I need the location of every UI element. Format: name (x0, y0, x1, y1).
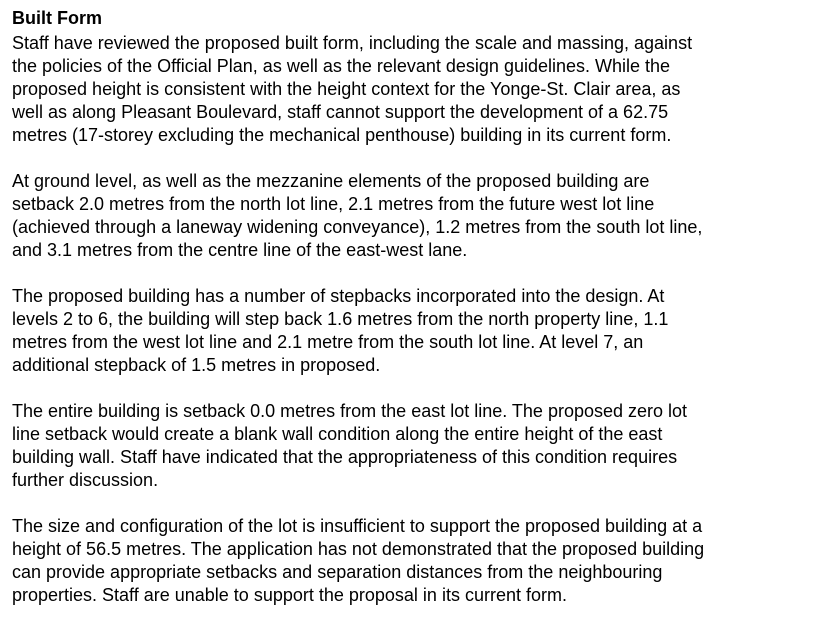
paragraph-container (12, 32, 812, 607)
paragraph-line: and 3.1 metres from the centre line of the east-west lane. (12, 240, 468, 260)
paragraph-line: the policies of the Official Plan, as well as the relevant design guidelines. While the (12, 56, 671, 76)
paragraph-line: Staff have reviewed the proposed built form, including the scale and massing, against (12, 33, 693, 53)
body-paragraph (12, 285, 812, 377)
body-paragraph (12, 400, 812, 492)
document-page (12, 7, 812, 607)
paragraph-line: proposed height is consistent with the height context for the Yonge-St. Clair area, as (12, 79, 681, 99)
paragraph-line: additional stepback of 1.5 metres in proposed. (12, 355, 381, 375)
paragraph-line: line setback would create a blank wall condition along the entire height of the east (12, 424, 663, 444)
paragraph-line: properties. Staff are unable to support the proposal in its current form. (12, 585, 567, 605)
section-heading: Built Form (12, 8, 102, 28)
paragraph-line: The entire building is setback 0.0 metres from the east lot line. The proposed zero lot (12, 401, 688, 421)
body-paragraph (12, 515, 812, 607)
paragraph-line: The size and configuration of the lot is insufficient to support the proposed building at a (12, 516, 703, 536)
paragraph-line: metres from the west lot line and 2.1 metre from the south lot line. At level 7, an (12, 332, 644, 352)
paragraph-line: levels 2 to 6, the building will step back 1.6 metres from the north property line, 1.1 (12, 309, 669, 329)
paragraph-line: setback 2.0 metres from the north lot line, 2.1 metres from the future west lot line (12, 194, 655, 214)
paragraph-line: further discussion. (12, 470, 159, 490)
paragraph-line: can provide appropriate setbacks and separation distances from the neighbouring (12, 562, 663, 582)
paragraph-line: building wall. Staff have indicated that the appropriateness of this condition requires (12, 447, 678, 467)
paragraph-line: height of 56.5 metres. The application has not demonstrated that the proposed building (12, 539, 705, 559)
paragraph-line: well as along Pleasant Boulevard, staff cannot support the development of a 62.75 (12, 102, 669, 122)
paragraph-line: At ground level, as well as the mezzanine elements of the proposed building are (12, 171, 650, 191)
paragraph-line: (achieved through a laneway widening conveyance), 1.2 metres from the south lot line, (12, 217, 703, 237)
body-paragraph (12, 32, 812, 147)
paragraph-line: metres (17-storey excluding the mechanical penthouse) building in its current form. (12, 125, 672, 145)
paragraph-line: The proposed building has a number of stepbacks incorporated into the design. At (12, 286, 665, 306)
body-paragraph (12, 170, 812, 262)
